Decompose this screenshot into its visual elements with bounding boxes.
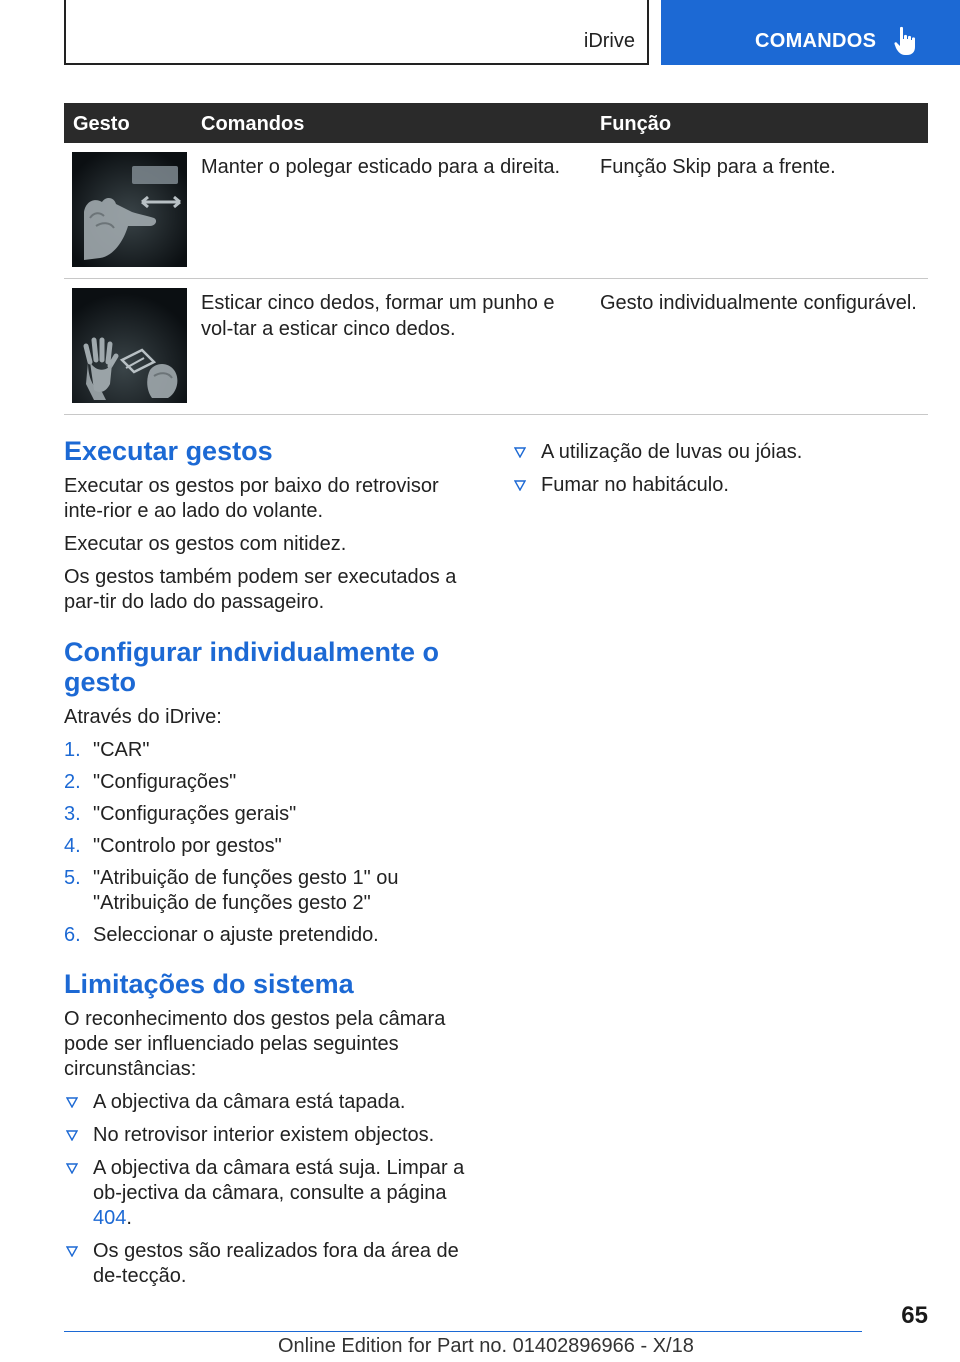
footer-divider (64, 1331, 862, 1332)
triangle-bullet-icon (66, 1246, 78, 1257)
executar-paragraph-2: Executar os gestos com nitidez. (64, 533, 347, 555)
limitacoes-intro: O reconhecimento dos gestos pela câmara pode ser influenciado pelas seguintes circunstâncias: (64, 1008, 446, 1080)
table-row (64, 279, 928, 415)
section-title: iDrive (583, 30, 635, 52)
chapter-title: COMANDOS (755, 30, 877, 52)
list-item: A utilização de luvas ou jóias. (512, 440, 928, 465)
header-chapter-tab (661, 0, 960, 65)
header-section-box (64, 0, 649, 65)
gesture-table (64, 103, 928, 415)
list-item: Fumar no habitáculo. (512, 473, 928, 498)
right-column (512, 440, 928, 506)
configurar-intro: Através do iDrive: (64, 706, 222, 728)
header-comandos: Comandos (201, 113, 305, 135)
list-item: A objectiva da câmara está tapada. (64, 1090, 480, 1115)
thumb-fist-gesture-image (72, 288, 187, 403)
configurar-steps (64, 738, 480, 948)
header-gesto: Gesto (73, 113, 130, 135)
page-reference-link[interactable]: 404 (93, 1207, 127, 1229)
list-item: 5. "Atribuição de funções gesto 1" ou "Atribuição de funções gesto 2" (64, 867, 399, 914)
triangle-bullet-icon (66, 1130, 78, 1141)
triangle-bullet-icon (66, 1097, 78, 1108)
limitacoes-list-continued (512, 440, 928, 498)
limitacoes-list (64, 1090, 480, 1289)
limitacoes-title: Limitações do sistema (64, 969, 354, 999)
footer-edition: Online Edition for Part no. 01402896966 - X/18 (278, 1335, 694, 1357)
list-item: 4. "Controlo por gestos" (64, 835, 282, 857)
configurar-title: Configurar individualmente o gesto (64, 637, 440, 697)
executar-paragraph-1: Executar os gestos por baixo do retrovisor inte-rior e ao lado do volante. (64, 475, 439, 522)
list-item: No retrovisor interior existem objectos. (64, 1123, 480, 1148)
row1-command: Manter o polegar esticado para a direita. (201, 156, 561, 178)
list-item: 6. Seleccionar o ajuste pretendido. (64, 924, 379, 946)
list-item: 3. "Configurações gerais" (64, 803, 297, 825)
table-row (64, 143, 928, 279)
list-item: 2. "Configurações" (64, 771, 237, 793)
pointing-hand-icon (894, 26, 922, 56)
row2-command: Esticar cinco dedos, formar um punho e vol-tar a esticar cinco dedos. (201, 292, 555, 340)
triangle-bullet-icon (66, 1163, 78, 1174)
table-header (64, 103, 928, 143)
row1-function: Função Skip para a frente. (600, 156, 836, 178)
page-number: 65 (901, 1302, 928, 1329)
list-item: 1. "CAR" (64, 739, 150, 761)
left-column (64, 436, 480, 1297)
executar-title: Executar gestos (64, 436, 273, 466)
triangle-bullet-icon (514, 447, 526, 458)
executar-paragraph-3: Os gestos também podem ser executados a par-tir do lado do passageiro. (64, 566, 457, 613)
header-funcao: Função (600, 113, 672, 135)
triangle-bullet-icon (514, 480, 526, 491)
row2-function: Gesto individualmente configurável. (600, 292, 917, 314)
thumb-right-gesture-image (72, 152, 187, 267)
list-item: Os gestos são realizados fora da área de de-tecção. (64, 1239, 480, 1289)
list-item: A objectiva da câmara está suja. Limpar a ob-jectiva da câmara, consulte a página 404. (64, 1156, 480, 1231)
